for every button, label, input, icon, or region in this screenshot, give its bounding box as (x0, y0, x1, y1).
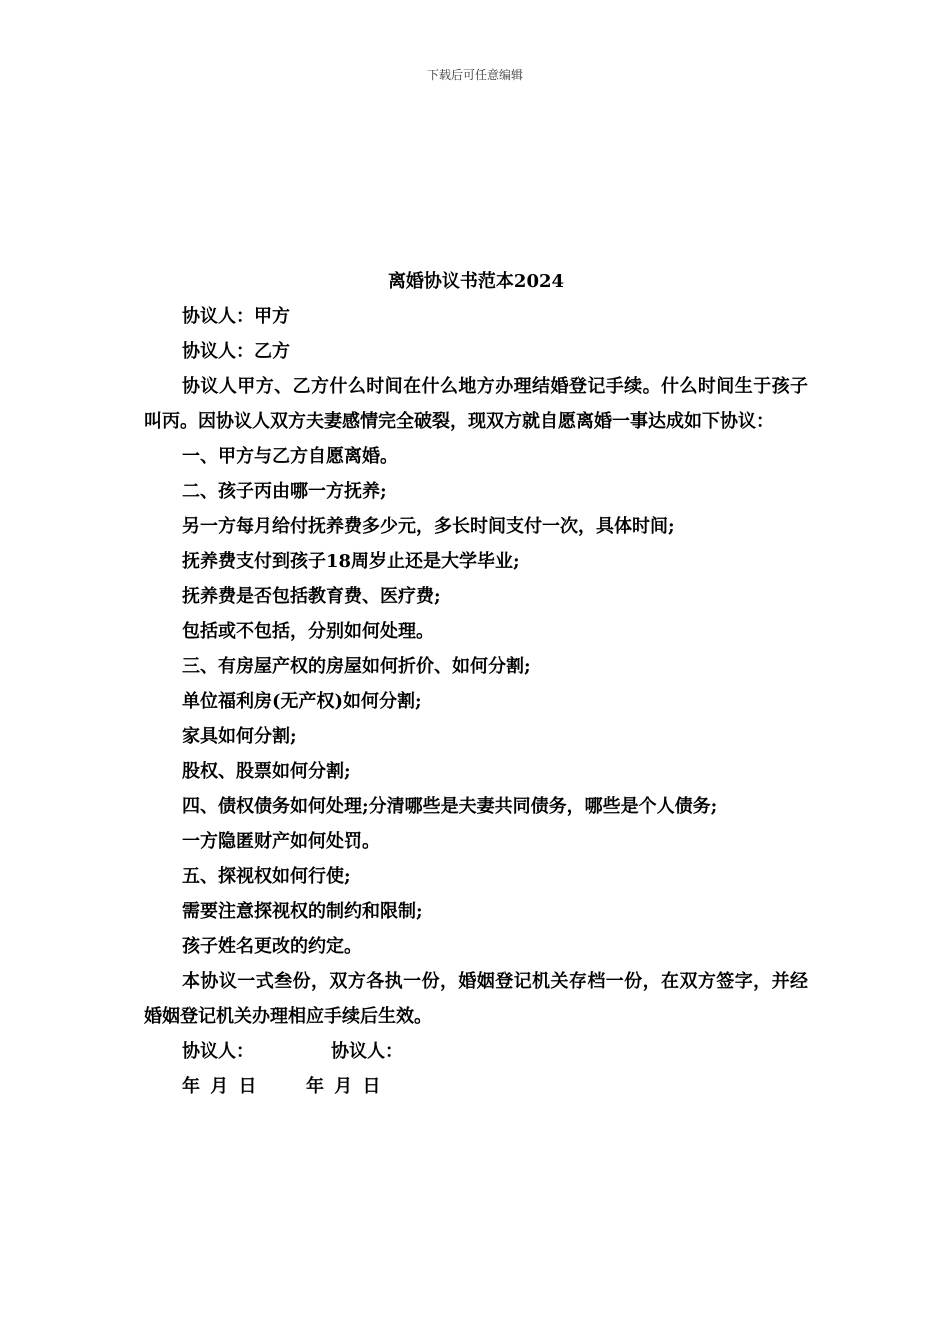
paragraph-intro: 协议人甲方、乙方什么时间在什么地方办理结婚登记手续。什么时间生于孩子叫丙。因协议人双方夫妻感情完全破裂，现双方就自愿离婚一事达成如下协议： (144, 376, 808, 432)
paragraph-hidden-assets: 一方隐匿财产如何处罚。 (182, 831, 380, 852)
paragraph-clause-2: 二、孩子丙由哪一方抚养; (182, 481, 387, 502)
paragraph-welfare-housing: 单位福利房(无产权)如何分割; (182, 691, 422, 712)
paragraph-clause-1: 一、甲方与乙方自愿离婚。 (182, 446, 398, 467)
paragraph-furniture: 家具如何分割; (182, 726, 297, 747)
date-party-b: 年 月 日 (306, 1076, 381, 1097)
paragraph-child-name: 孩子姓名更改的约定。 (182, 936, 362, 957)
signature-row (144, 1034, 808, 1069)
paragraph-stocks: 股权、股票如何分割; (182, 761, 351, 782)
date-party-a: 年 月 日 (182, 1076, 257, 1097)
header-note: 下载后可任意编辑 (426, 68, 523, 82)
paragraph-support-scope: 抚养费是否包括教育费、医疗费; (182, 586, 441, 607)
paragraph-clause-4: 四、债权债务如何处理;分清哪些是夫妻共同债务，哪些是个人债务; (182, 796, 718, 817)
paragraph-visitation-limits: 需要注意探视权的制约和限制; (182, 901, 423, 922)
paragraph-copies: 本协议一式叁份，双方各执一份，婚姻登记机关存档一份，在双方签字，并经婚姻登记机关办理相应手续后生效。 (144, 971, 808, 1027)
document-title: 离婚协议书范本2024 (387, 271, 565, 292)
paragraph-clause-5: 五、探视权如何行使; (182, 866, 351, 887)
paragraph-clause-3: 三、有房屋产权的房屋如何折价、如何分割; (182, 656, 531, 677)
paragraph-support-duration: 抚养费支付到孩子18周岁止还是大学毕业; (182, 551, 520, 572)
signature-party-a: 协议人： (182, 1041, 254, 1062)
date-row (144, 1069, 808, 1104)
paragraph-support-handling: 包括或不包括，分别如何处理。 (182, 621, 434, 642)
signature-party-b: 协议人： (331, 1041, 403, 1062)
document-body (144, 264, 808, 1104)
paragraph-support-payment: 另一方每月给付抚养费多少元，多长时间支付一次，具体时间; (182, 516, 675, 537)
paragraph-party-a: 协议人：甲方 (182, 306, 290, 327)
paragraph-party-b: 协议人：乙方 (182, 341, 290, 362)
